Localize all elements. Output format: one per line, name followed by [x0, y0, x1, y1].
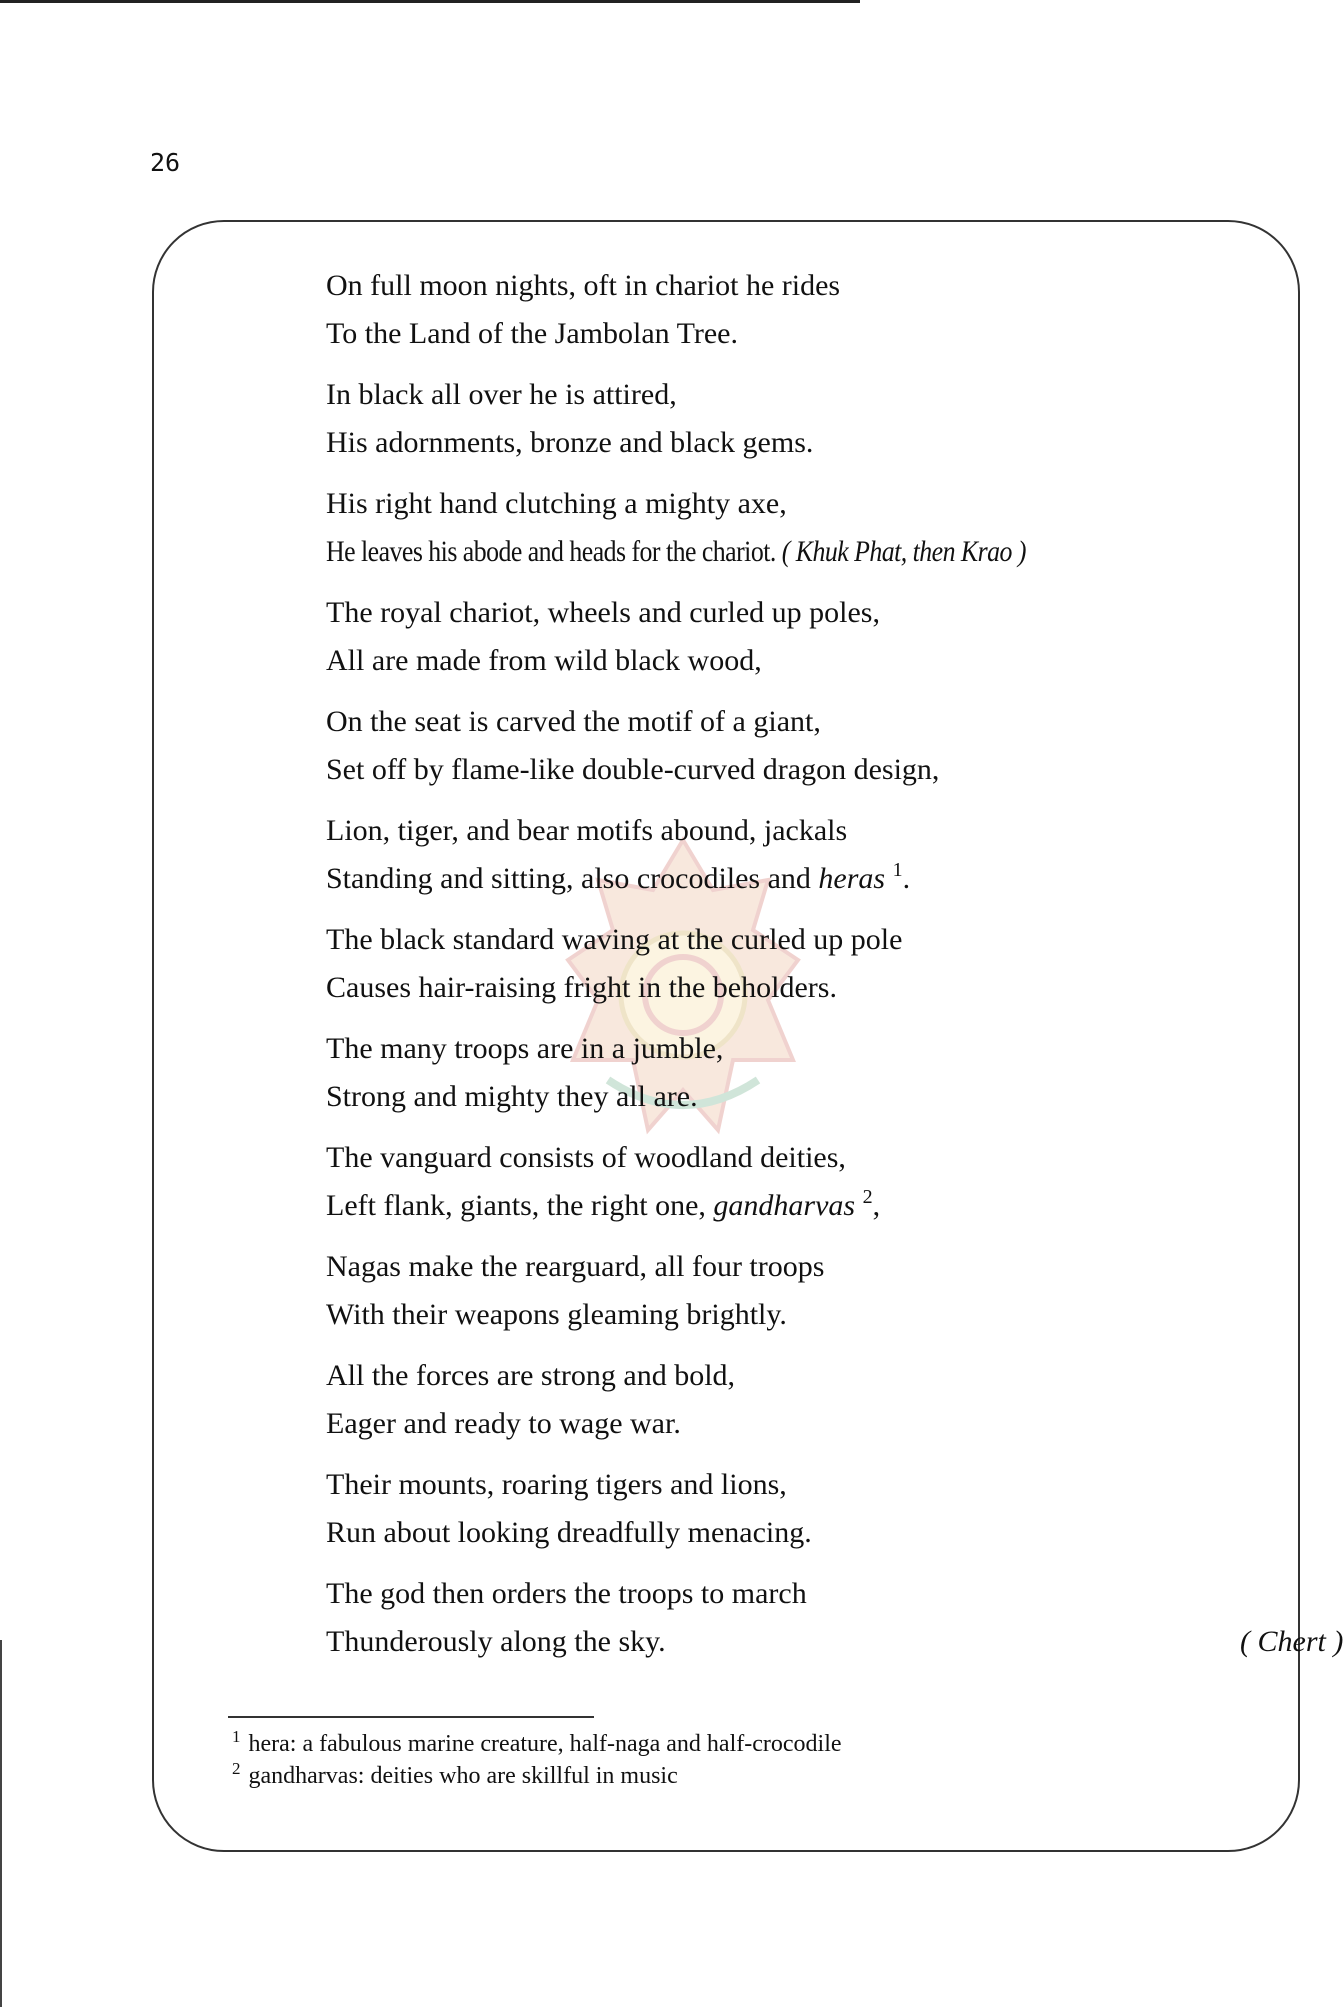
stanza-11: [326, 1352, 1246, 1448]
condensed-line: [326, 528, 1026, 576]
line-text: Standing and sitting, also crocodiles and: [326, 862, 819, 895]
poem-verses: [326, 262, 1344, 1679]
verse-line: [326, 419, 1246, 467]
stanza-1: [326, 262, 1246, 358]
line-text: Run about looking dreadfully menacing.: [326, 1516, 812, 1549]
stanza-8: [326, 1025, 1246, 1121]
stanza-13: [326, 1570, 1344, 1666]
line-text: The god then orders the troops to march: [326, 1577, 807, 1610]
page-number: 26: [150, 148, 181, 177]
line-text: On the seat is carved the motif of a giant,: [326, 705, 821, 738]
footnote-item: [232, 1728, 842, 1760]
verse-line: [326, 1073, 1246, 1121]
verse-line: [326, 480, 1246, 528]
music-cue: ( Khuk Phat, then Krao ): [781, 535, 1026, 568]
stanza-12: [326, 1461, 1246, 1557]
verse-line: [326, 698, 1246, 746]
music-cue: ( Chert ): [1240, 1625, 1344, 1658]
line-text: Thunderously along the sky.: [326, 1625, 666, 1658]
scan-left-edge-line: [0, 1640, 2, 2007]
line-text: Set off by flame-like double-curved dragon design,: [326, 753, 940, 786]
stanza-3: [326, 480, 1246, 576]
footnote-text: hera: a fabulous marine creature, half-naga and half-crocodile: [248, 1731, 842, 1757]
footnote-ref: 2: [862, 1186, 873, 1208]
verse-line: [326, 916, 1246, 964]
line-text: Nagas make the rearguard, all four troops: [326, 1250, 825, 1283]
verse-line: [326, 1352, 1246, 1400]
verse-line: [326, 1182, 1246, 1230]
line-text: In black all over he is attired,: [326, 378, 677, 411]
italic-term: heras: [818, 862, 886, 895]
verse-line: [326, 1400, 1246, 1448]
line-text: Lion, tiger, and bear motifs abound, jackals: [326, 814, 848, 847]
italic-term: gandharvas: [713, 1189, 856, 1222]
line-text: On full moon nights, oft in chariot he rides: [326, 269, 841, 302]
stanza-5: [326, 698, 1246, 794]
line-text: Their mounts, roaring tigers and lions,: [326, 1468, 787, 1501]
verse-line: [326, 855, 1246, 903]
verse-line: [326, 262, 1246, 310]
footnotes: [232, 1728, 842, 1792]
line-text: Strong and mighty they all are.: [326, 1080, 698, 1113]
line-text: To the Land of the Jambolan Tree.: [326, 317, 738, 350]
stanza-6: [326, 807, 1246, 903]
footnote-mark: 2: [232, 1759, 241, 1778]
line-text: His right hand clutching a mighty axe,: [326, 487, 787, 520]
verse-line: [326, 1243, 1246, 1291]
verse-line: [326, 1025, 1246, 1073]
line-punctuation: .: [902, 862, 911, 895]
stanza-9: [326, 1134, 1246, 1230]
verse-line: [326, 1509, 1246, 1557]
verse-line: [326, 637, 1246, 685]
scan-top-edge-line: [0, 0, 860, 3]
line-text: He leaves his abode and heads for the chariot.: [326, 535, 776, 568]
line-text: His adornments, bronze and black gems.: [326, 426, 814, 459]
footnote-mark: 1: [232, 1727, 241, 1746]
footnote-item: [232, 1760, 842, 1792]
verse-line: [326, 371, 1246, 419]
stanza-10: [326, 1243, 1246, 1339]
verse-line: [326, 1461, 1246, 1509]
verse-line: [326, 1570, 1246, 1618]
line-text: With their weapons gleaming brightly.: [326, 1298, 787, 1331]
verse-line: [326, 589, 1246, 637]
footnote-text: gandharvas: deities who are skillful in music: [248, 1763, 678, 1789]
line-punctuation: ,: [872, 1189, 881, 1222]
stanza-7: [326, 916, 1246, 1012]
verse-line: [326, 1618, 1344, 1666]
verse-line: [326, 1134, 1246, 1182]
line-text: All the forces are strong and bold,: [326, 1359, 736, 1392]
line-text: The many troops are in a jumble,: [326, 1032, 724, 1065]
line-text: Eager and ready to wage war.: [326, 1407, 681, 1440]
line-text: The vanguard consists of woodland deities,: [326, 1141, 846, 1174]
line-text: All are made from wild black wood,: [326, 644, 762, 677]
footnote-separator: [228, 1716, 594, 1718]
line-text: The royal chariot, wheels and curled up poles,: [326, 596, 880, 629]
verse-line: [326, 528, 1246, 576]
stanza-4: [326, 589, 1246, 685]
verse-line: [326, 807, 1246, 855]
verse-line: [326, 1291, 1246, 1339]
line-text: The black standard waving at the curled up pole: [326, 923, 903, 956]
line-text: Causes hair-raising fright in the beholders.: [326, 971, 837, 1004]
verse-line: [326, 310, 1246, 358]
verse-line: [326, 746, 1246, 794]
line-text: Left flank, giants, the right one,: [326, 1189, 714, 1222]
stanza-2: [326, 371, 1246, 467]
verse-line: [326, 964, 1246, 1012]
footnote-ref: 1: [892, 859, 903, 881]
